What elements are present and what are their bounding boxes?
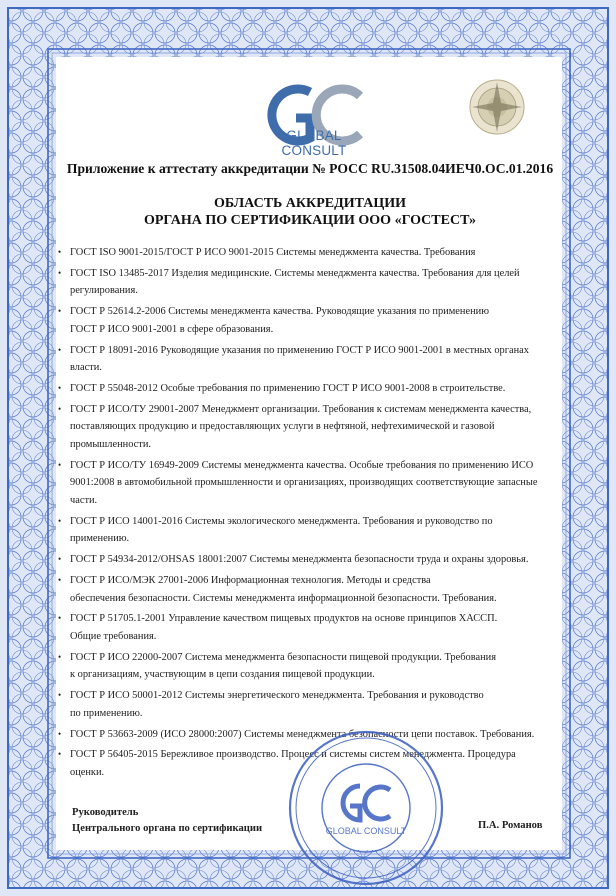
bullet-icon: • (58, 383, 62, 394)
bullet-icon: • (58, 515, 62, 526)
list-item-line: ГОСТ Р ИСО/ТУ 16949-2009 Системы менеджмента качества. Особые требования по применению ИСО (70, 459, 534, 471)
list-item (56, 265, 562, 300)
list-item-line: ГОСТ Р ИСО 22000-2007 Система менеджмента безопасности пищевой продукции. Требования (70, 651, 497, 663)
list-item-line: ГОСТ Р 54934-2012/OHSAS 18001:2007 Системы менеджмента безопасности труда и охраны здоровья. (70, 554, 529, 566)
list-item (56, 401, 562, 454)
bullet-icon: • (58, 575, 62, 586)
list-item-line: ГОСТ Р ИСО 14001-2016 Системы экологического менеджмента. Требования и руководство по (70, 515, 493, 527)
bullet-icon: • (58, 306, 62, 317)
bullet-icon: • (58, 459, 62, 470)
list-item (56, 380, 562, 398)
list-item-line: ГОСТ Р 51705.1-2001 Управление качеством пищевых продуктов на основе принципов ХАССП. (70, 613, 498, 625)
list-item (56, 572, 562, 607)
list-item-line: ГОСТ Р 52614.2-2006 Системы менеджмента качества. Руководящие указания по применению (70, 306, 489, 318)
list-item (56, 649, 562, 684)
logo-brand-text: GLOBAL CONSULT (281, 128, 347, 158)
list-item-line: ГОСТ Р ИСО/ТУ 29001-2007 Менеджмент организации. Требования к системам менеджмента качества, (70, 403, 532, 415)
scope-heading: ОБЛАСТЬ АККРЕДИТАЦИИ (213, 196, 407, 211)
bullet-icon: • (58, 344, 62, 355)
list-item-line: ГОСТ Р ИСО 50001-2012 Системы энергетического менеджмента. Требования и руководство (70, 690, 484, 702)
list-item (56, 342, 562, 377)
list-item-line: ГОСТ Р 53663-2009 (ИСО 28000:2007) Системы менеджмента безопасности цепи поставок. Требования. (70, 728, 535, 740)
list-item-line: ГОСТ ISO 9001-2015/ГОСТ Р ИСО 9001-2015 Системы менеджмента качества. Требования (70, 247, 476, 258)
list-item (56, 457, 562, 510)
list-item-line: ГОСТ ISO 13485-2017 Изделия медицинские. Системы менеджмента качества. Требования для целей (70, 267, 520, 279)
role-line-2: Центрального органа по сертификации (72, 823, 263, 834)
list-item (56, 551, 562, 569)
list-item-line: ГОСТ Р 56405-2015 Бережливое производство. Процесс и системы систем менеджмента. Процедура (70, 749, 516, 761)
body-name-heading: ОРГАНА ПО СЕРТИФИКАЦИИ ООО «ГОСТЕСТ» (143, 213, 477, 228)
bullet-icon: • (58, 690, 62, 701)
bullet-icon: • (58, 554, 62, 565)
bullet-icon: • (58, 651, 62, 662)
stamp-brand-text: GLOBAL CONSULT (325, 826, 407, 836)
list-item-line: ГОСТ Р ИСО 9001-2001 в сфере образования. (70, 323, 274, 335)
list-item-line: ГОСТ Р 55048-2012 Особые требования по применению ГОСТ Р ИСО 9001-2008 в строительстве. (70, 383, 506, 395)
list-item (56, 303, 562, 338)
list-item-line: применению. (70, 533, 130, 545)
list-item (56, 244, 562, 262)
list-item-line: власти. (70, 362, 102, 374)
list-item-line: обеспечения безопасности. Системы менеджмента информационной безопасности. Требования. (70, 592, 497, 604)
list-item-line: по применению. (70, 707, 143, 719)
list-item-line: 9001:2008 в автомобильной промышленности и организациях, производящих соответствующие запасные (70, 477, 538, 489)
role-line-1: Руководитель (72, 807, 139, 818)
list-item-line: регулирования. (70, 285, 138, 297)
list-item (56, 513, 562, 548)
list-item (56, 610, 562, 645)
bullet-icon: • (58, 749, 62, 760)
official-stamp (286, 728, 446, 888)
bullet-icon: • (58, 403, 62, 414)
hologram-seal (468, 78, 526, 136)
bullet-icon: • (58, 728, 62, 739)
list-item (56, 687, 562, 722)
list-item-line: промышленности. (70, 438, 151, 450)
list-item-line: части. (70, 494, 98, 506)
list-item-line: ГОСТ Р 18091-2016 Руководящие указания по применению ГОСТ Р ИСО 9001-2001 в местных органах (70, 344, 529, 356)
annex-title: Приложение к аттестату аккредитации № РОСС RU.31508.04ИЕЧ0.ОС.01.2016 (66, 161, 554, 176)
bullet-icon: • (58, 267, 62, 278)
list-item-line: к организациям, участвующим в цепи создания пищевой продукции. (70, 669, 375, 681)
bullet-icon: • (58, 613, 62, 624)
list-item-line: ГОСТ Р ИСО/МЭК 27001-2006 Информационная технология. Методы и средства (70, 575, 431, 587)
list-item-line: поставляющих продукцию и предоставляющих услуги в нефтяной, нефтехимической и газовой (70, 421, 495, 433)
list-item-line: Общие требования. (70, 630, 157, 642)
signatory-role (72, 805, 262, 837)
bullet-icon: • (58, 247, 62, 257)
signatory-name: П.А. Романов (478, 820, 543, 831)
list-item-line: оценки. (70, 766, 105, 778)
standards-list (56, 244, 562, 785)
